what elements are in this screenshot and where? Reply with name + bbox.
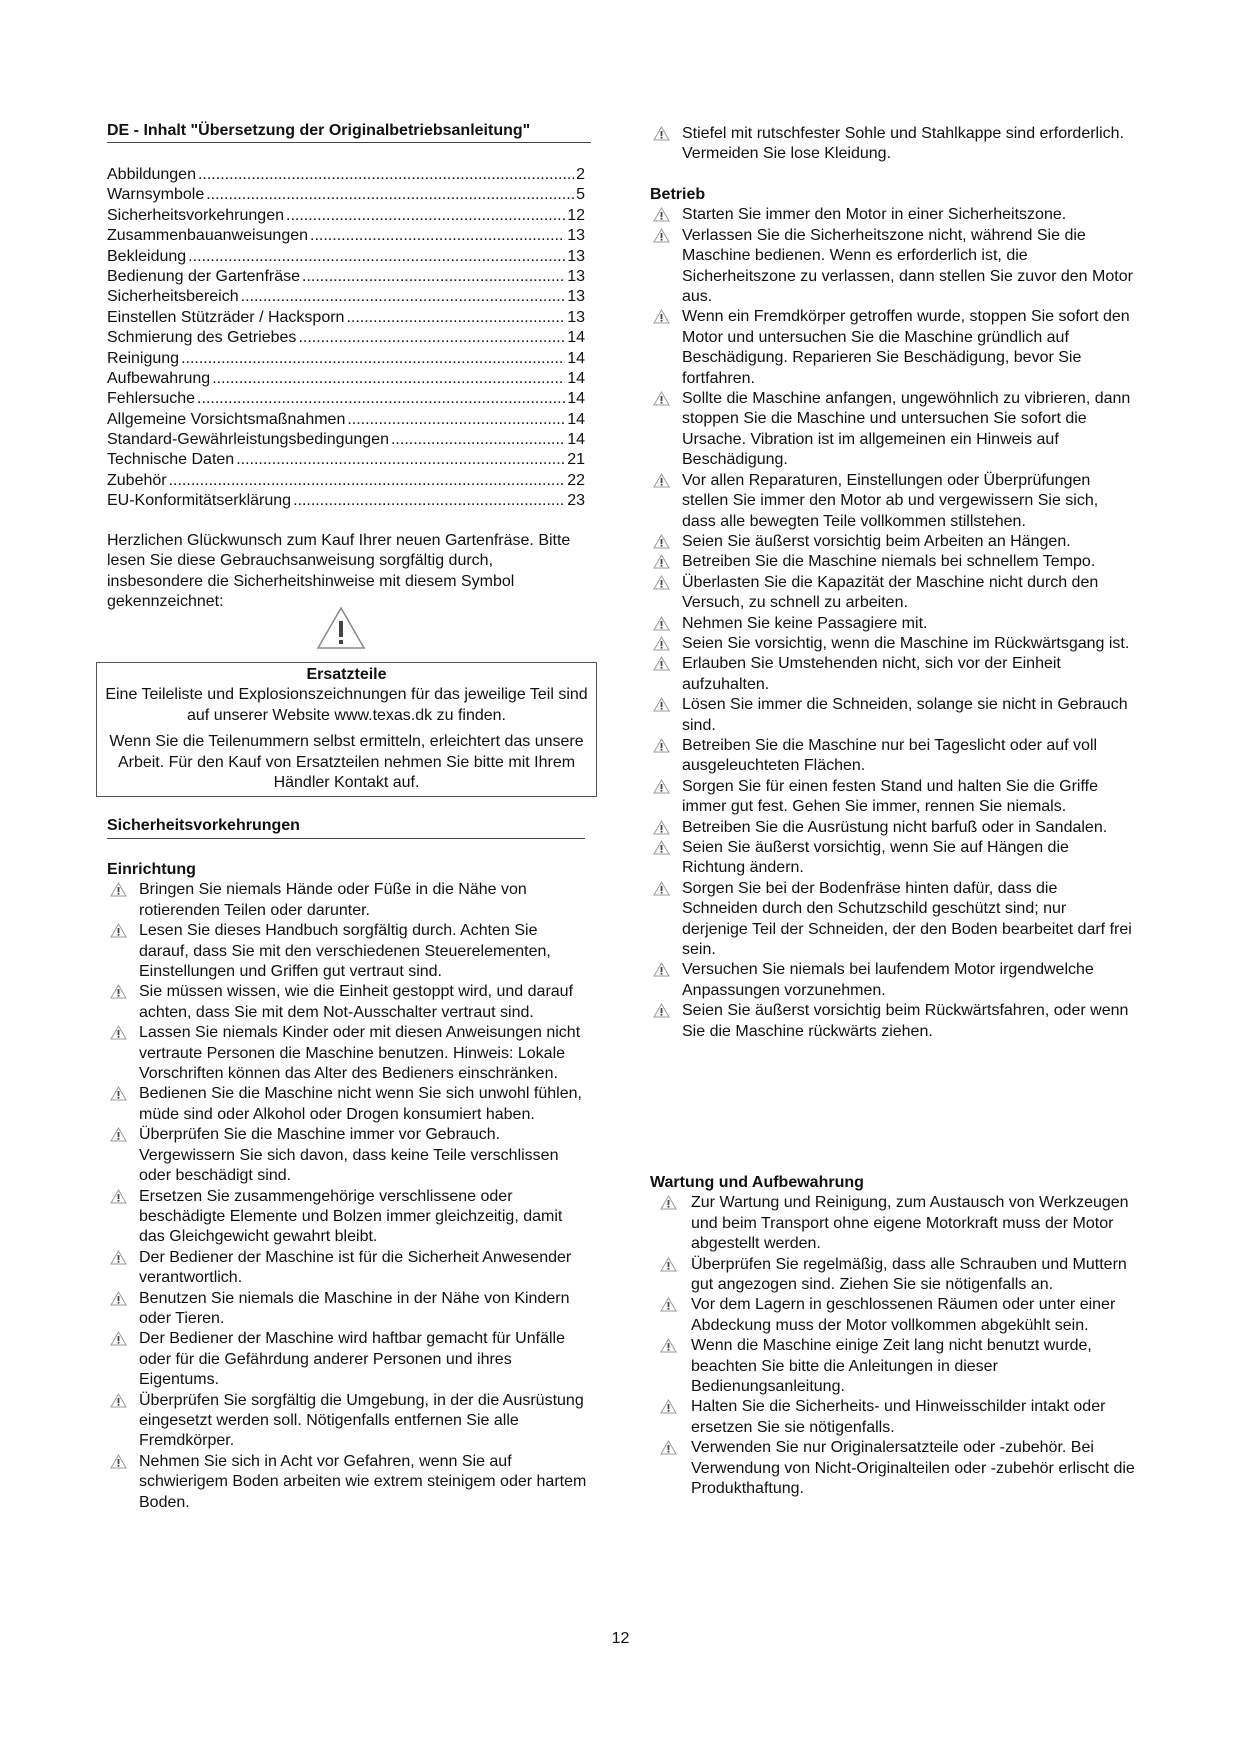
warning-text: Seien Sie äußerst vorsichtig, wenn Sie auf Hängen die Richtung ändern. [682,839,1069,877]
toc-entry-page: 13 [567,247,585,265]
warning-list-item [107,1391,591,1452]
warning-icon [660,1195,677,1210]
toc-entry-page: 14 [567,329,585,347]
toc-leader-dots [206,185,574,205]
warning-icon [110,1331,127,1346]
warning-list-item [650,838,1136,879]
warning-text: Zur Wartung und Reinigung, zum Austausch von Werkzeugen und beim Transport ohne eigene Motorkraft muss der Motor abgestellt werden. [691,1194,1129,1253]
warning-list-item [650,1255,1136,1296]
warning-text: Sollte die Maschine anfangen, ungewöhnlich zu vibrieren, dann stoppen Sie die Maschine und untersuchen Sie sofort die Ursache. Vibration ist im allgemeinen ein Hinweis auf Beschädigung. [682,390,1131,469]
warning-icon [110,984,127,999]
toc-entry [107,226,585,246]
warning-triangle-icon [315,605,367,651]
warning-list-item [650,307,1136,389]
warning-icon [110,882,127,897]
toc-entry [107,247,585,267]
warning-list-item [650,552,1136,572]
warning-list-item [650,532,1136,552]
toc-leader-dots [198,165,574,185]
warning-list-item [650,1336,1136,1397]
intro [107,531,591,613]
toc-entry-page: 5 [576,186,585,204]
warning-list-item [650,471,1136,532]
toc-entry [107,349,585,369]
toc-entry-title: Bekleidung [107,247,187,265]
warning-list-item [107,982,591,1023]
toc-entry-page: 13 [567,227,585,245]
setup-section [107,860,591,1513]
toc-entry [107,491,585,511]
toc-leader-dots [236,450,565,470]
warning-text: Sie müssen wissen, wie die Einheit gestoppt wird, und darauf achten, dass Sie mit dem Not-Ausschalter vertraut sind. [139,983,574,1021]
warning-text: Benutzen Sie niemals die Maschine in der Nähe von Kindern oder Tieren. [139,1289,570,1327]
toc-entry-page: 23 [567,492,585,510]
warning-text: Nehmen Sie sich in Acht vor Gefahren, wenn Sie auf schwierigem Boden arbeiten wie extrem steinigem oder hartem Boden. [139,1452,587,1511]
warning-icon [110,1025,127,1040]
warning-icon [110,1454,127,1469]
warning-text: Bringen Sie niemals Hände oder Füße in die Nähe von rotierenden Teilen oder darunter. [139,881,527,919]
toc-entry-page: 13 [567,308,585,326]
page-number: 12 [611,1630,630,1647]
warning-text: Lesen Sie dieses Handbuch sorgfältig durch. Achten Sie darauf, dass Sie mit den verschiedenen Steuerelementen, Einstellungen und Griffen gut vertraut sind. [139,922,551,981]
warning-icon [653,554,670,569]
warning-list-item [107,921,591,982]
intro-text: Herzlichen Glückwunsch zum Kauf Ihrer neuen Gartenfräse. Bitte lesen Sie diese Gebrauchsanweisung sorgfältig durch, insbesondere die Sicherheitshinweise mit diesem Symbol gekennzeichnet: [107,532,571,611]
warning-list-item [650,1193,1136,1254]
toc-entry-page: 21 [567,451,585,469]
safety-heading: Sicherheitsvorkehrungen [107,816,585,839]
toc-leader-dots [346,308,565,328]
clothing-continued [650,124,1136,165]
warning-list-item [650,695,1136,736]
warning-text: Betreiben Sie die Maschine niemals bei schnellem Tempo. [682,553,1096,571]
warning-list-item [650,226,1136,308]
warning-text: Nehmen Sie keine Passagiere mit. [682,614,928,632]
warning-icon [660,1297,677,1312]
maintenance-section [650,1173,1136,1500]
toc-entry-title: Sicherheitsvorkehrungen [107,206,284,224]
warning-icon [660,1257,677,1272]
warning-icon [653,697,670,712]
warning-icon [653,473,670,488]
maintenance-list [650,1193,1136,1499]
warning-text: Ersetzen Sie zusammengehörige verschlissene oder beschädigte Elemente und Bolzen immer gleichzeitig, damit das Gleichgewicht gewahrt bleibt. [139,1187,563,1246]
operation-title: Betrieb [650,186,706,203]
warning-list-item [650,389,1136,471]
toc-entry-page: 14 [567,390,585,408]
warning-icon [653,738,670,753]
warning-icon [110,1291,127,1306]
warning-text: Überprüfen Sie die Maschine immer vor Gebrauch. Vergewissern Sie sich davon, dass keine Teile verschlissen oder beschädigt sind. [139,1126,559,1185]
warning-icon [653,962,670,977]
warning-list-item [650,736,1136,777]
warning-text: Seien Sie vorsichtig, wenn die Maschine im Rückwärtsgang ist. [682,634,1130,652]
toc-leader-dots [212,369,565,389]
toc-entry-title: Technische Daten [107,451,235,469]
warning-text: Halten Sie die Sicherheits- und Hinweisschilder intakt oder ersetzen Sie sie nötigenfalls. [691,1398,1106,1436]
toc-entry [107,165,585,185]
toc-entry-title: Aufbewahrung [107,369,211,387]
setup-title: Einrichtung [107,861,196,878]
warning-text: Stiefel mit rutschfester Sohle und Stahlkappe sind erforderlich. Vermeiden Sie lose Kleidung. [682,125,1125,163]
warning-list-item [650,124,1136,165]
toc-leader-dots [347,410,565,430]
warning-list-item [650,205,1136,225]
warning-text: Erlauben Sie Umstehenden nicht, sich vor der Einheit aufzuhalten. [682,655,1061,693]
clothing-list [650,124,1136,165]
toc-entry-title: Sicherheitsbereich [107,288,239,306]
warning-text: Verlassen Sie die Sicherheitszone nicht, während Sie die Maschine bedienen. Wenn es erforderlich ist, die Sicherheitszone zu verlassen, dann stellen Sie zuvor den Motor aus. [682,226,1133,306]
warning-icon [660,1338,677,1353]
toc-entry-page: 22 [567,471,585,489]
toc-entry [107,185,585,205]
toc-entry-page: 14 [567,369,585,387]
toc-entry-page: 14 [567,349,585,367]
toc-leader-dots [197,389,565,409]
toc-entry [107,287,585,307]
spare-parts-para-1: Eine Teileliste und Explosionszeichnungen für das jeweilige Teil sind auf unserer Website www.texas.dk zu finden. [105,686,588,724]
warning-icon [110,1127,127,1142]
warning-icon [653,1003,670,1018]
warning-list-item [650,1295,1136,1336]
toc-entry-title: Reinigung [107,349,180,367]
warning-list-item [650,777,1136,818]
warning-icon [653,126,670,141]
warning-icon [110,1250,127,1265]
toc-entry [107,430,585,450]
warning-list-item [650,1397,1136,1438]
warning-text: Lösen Sie immer die Schneiden, solange sie nicht in Gebrauch sind. [682,696,1128,734]
toc-leader-dots [293,491,565,511]
warning-list-item [650,1001,1136,1042]
warning-text: Überprüfen Sie sorgfältig die Umgebung, in der die Ausrüstung eingesetzt werden soll. Nötigenfalls entfernen Sie alle Fremdkörper. [139,1391,584,1450]
toc-leader-dots [391,430,565,450]
operation-section [650,185,1136,1042]
toc-entry-title: Einstellen Stützräder / Hacksporn [107,308,345,326]
toc-entry [107,206,585,226]
warning-icon [653,534,670,549]
warning-text: Verwenden Sie nur Originalersatzteile oder -zubehör. Bei Verwendung von Nicht-Originalteilen oder -zubehör erlischt die Produkthaftung. [691,1439,1135,1498]
warning-icon [660,1399,677,1414]
warning-text: Vor dem Lagern in geschlossenen Räumen oder unter einer Abdeckung muss der Motor vollkommen abgekühlt sein. [691,1296,1116,1334]
warning-text: Seien Sie äußerst vorsichtig beim Rückwärtsfahren, oder wenn Sie die Maschine rückwärts ziehen. [682,1002,1129,1040]
warning-text: Sorgen Sie bei der Bodenfräse hinten dafür, dass die Schneiden durch den Schutzschild geschützt sind; nur derjenige Teil der Schneiden, der den Boden bearbeitet darf frei sein. [682,879,1132,959]
toc-heading: DE - Inhalt "Übersetzung der Originalbetriebsanleitung" [107,121,591,143]
warning-icon [653,207,670,222]
warning-icon [653,391,670,406]
toc-entry-title: Fehlersuche [107,390,196,408]
warning-icon [110,923,127,938]
toc-entry-title: Warnsymbole [107,186,205,204]
toc-entry-page: 2 [576,166,585,183]
warning-text: Versuchen Sie niemals bei laufendem Motor irgendwelche Anpassungen vorzunehmen. [682,961,1094,999]
warning-list-item [107,880,591,921]
warning-list-item [650,879,1136,961]
setup-list [107,880,591,1513]
toc-entry-page: 14 [567,410,585,428]
warning-list-item [650,614,1136,634]
toc-entry-title: EU-Konformitätserklärung [107,492,292,510]
warning-icon [653,228,670,243]
warning-text: Betreiben Sie die Maschine nur bei Tageslicht oder auf voll ausgeleuchteten Flächen. [682,736,1098,775]
maintenance-title: Wartung und Aufbewahrung [650,1174,864,1191]
warning-list-item [107,1452,591,1513]
warning-icon [653,840,670,855]
warning-text: Überlasten Sie die Kapazität der Maschine nicht durch den Versuch, zu schnell zu arbeiten. [682,573,1099,612]
warning-text: Der Bediener der Maschine wird haftbar gemacht für Unfälle oder für die Gefährdung anderer Personen und ihres Eigentums. [139,1330,565,1389]
warning-text: Starten Sie immer den Motor in einer Sicherheitszone. [682,206,1067,224]
warning-list-item [107,1023,591,1084]
warning-text: Vor allen Reparaturen, Einstellungen oder Überprüfungen stellen Sie immer den Motor ab und vergewissern Sie sich, dass alle bewegten Teile vollkommen stillstehen. [682,471,1099,530]
toc-leader-dots [302,267,565,287]
warning-list-item [650,573,1136,614]
warning-list-item [107,1187,591,1248]
toc-entry [107,450,585,470]
toc-entry-title: Bedienung der Gartenfräse [107,267,301,285]
toc-leader-dots [181,349,565,369]
warning-list-item [650,654,1136,695]
toc-entry-title: Abbildungen [107,166,196,183]
warning-icon [653,616,670,631]
toc-entry-title: Standard-Gewährleistungsbedingungen [107,431,389,449]
spare-parts-title: Ersatzteile [306,666,387,683]
warning-text: Der Bediener der Maschine ist für die Sicherheit Anwesender verantwortlich. [139,1248,572,1287]
warning-text: Betreiben Sie die Ausrüstung nicht barfuß oder in Sandalen. [682,818,1108,836]
toc-entry [107,267,585,287]
warning-icon [653,656,670,671]
toc-entry-title: Allgemeine Vorsichtsmaßnahmen [107,410,346,428]
toc-leader-dots [310,226,565,246]
toc-leader-dots [298,328,565,348]
toc-entry [107,369,585,389]
warning-list-item [650,1438,1136,1499]
warning-list-item [107,1125,591,1186]
toc-leader-dots [286,206,565,226]
toc-entry-title: Zusammenbauanweisungen [107,227,309,245]
warning-text: Bedienen Sie die Maschine nicht wenn Sie sich unwohl fühlen, müde sind oder Alkohol oder Drogen konsumiert haben. [139,1085,582,1123]
warning-list-item [650,818,1136,838]
warning-list-item [650,960,1136,1001]
toc-entry [107,410,585,430]
toc-leader-dots [241,287,566,307]
toc-entry [107,328,585,348]
warning-text: Überprüfen Sie regelmäßig, dass alle Schrauben und Muttern gut angezogen sind. Ziehen Sie sie nötigenfalls an. [691,1255,1127,1294]
toc-entry [107,471,585,491]
warning-icon [653,881,670,896]
warning-list-item [650,634,1136,654]
toc-entry-page: 13 [567,267,585,285]
warning-icon [653,820,670,835]
warning-text: Seien Sie äußerst vorsichtig beim Arbeiten an Hängen. [682,532,1071,550]
warning-text: Wenn die Maschine einige Zeit lang nicht benutzt wurde, beachten Sie bitte die Anleitungen in dieser Bedienungsanleitung. [691,1337,1092,1396]
toc-entry [107,308,585,328]
toc-entry-page: 14 [567,431,585,449]
warning-text: Wenn ein Fremdkörper getroffen wurde, stoppen Sie sofort den Motor und untersuchen Sie die Maschine gründlich auf Beschädigung. Reparieren Sie Beschädigung, bevor Sie fortfahren. [682,308,1130,387]
warning-icon [110,1189,127,1204]
toc-entry [107,389,585,409]
warning-icon [653,779,670,794]
spare-parts-box [96,662,597,797]
warning-text: Lassen Sie niemals Kinder oder mit diesen Anweisungen nicht vertraute Personen die Maschine benutzen. Hinweis: Lokale Vorschriften können das Alter des Bedieners einschränken. [139,1024,581,1083]
warning-icon [110,1086,127,1101]
toc-leader-dots [169,471,566,491]
warning-list-item [107,1084,591,1125]
warning-list-item [107,1248,591,1289]
toc-entry-title: Schmierung des Getriebes [107,329,297,347]
warning-list-item [107,1289,591,1330]
warning-icon [653,309,670,324]
warning-icon [110,1393,127,1408]
toc-entry-title: Zubehör [107,471,167,489]
operation-list [650,205,1136,1042]
warning-list-item [107,1329,591,1390]
toc-entry-page: 12 [567,206,585,224]
toc-entry-page: 13 [567,288,585,306]
spare-parts-para-2: Wenn Sie die Teilenummern selbst ermitteln, erleichtert das unsere Arbeit. Für den Kauf von Ersatzteilen nehmen Sie bitte mit Ihrem Händler Kontakt auf. [109,733,584,792]
warning-text: Sorgen Sie für einen festen Stand und halten Sie die Griffe immer gut fest. Gehen Sie immer, rennen Sie niemals. [682,777,1098,816]
table-of-contents [107,165,585,512]
warning-icon [653,575,670,590]
warning-icon [660,1440,677,1455]
warning-icon [653,636,670,651]
toc-leader-dots [188,247,565,267]
